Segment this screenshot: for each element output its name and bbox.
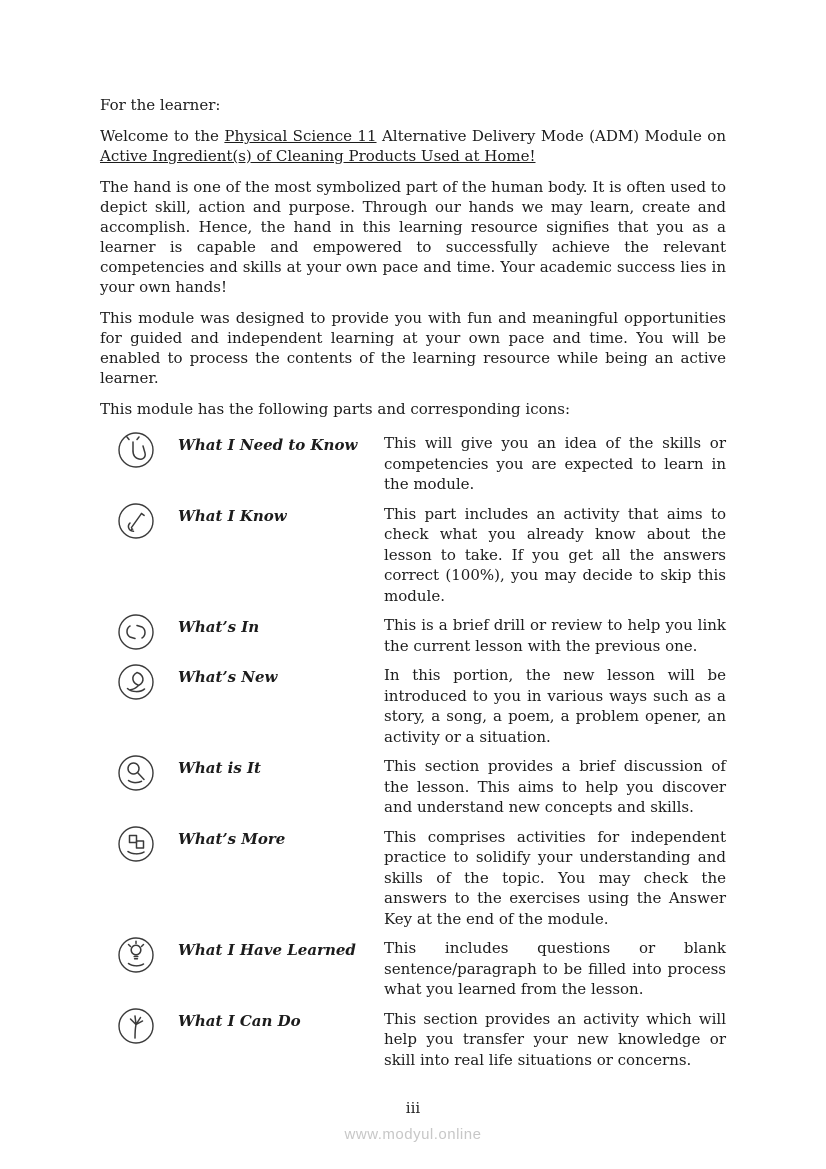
watermark: www.modyul.online: [344, 1126, 482, 1143]
hand-symbolism-paragraph: The hand is one of the most symbolized part of the human body. It is often used to depict skill, action and purpose. Through our hands we may learn, create and accomplish. Hence, the hand in this learning resource signifies that you as a learner is capable and empowered to successfully achieve the relevant competencies and skills at your own pace and time. Your academic success lies in your own hands!: [100, 178, 726, 296]
module-part-description: This part includes an activity that aims to check what you already know about the lesson to take. If you get all the answers correct (100%), you may decide to skip this module.: [384, 504, 726, 605]
module-design-paragraph: This module was designed to provide you with fun and meaningful opportunities for guided and independent learning at your own pace and time. You will be enabled to process the contents of the learning resource while being an active learner.: [100, 309, 726, 387]
module-part-label: What’s More: [178, 829, 286, 848]
subject-title: Physical Science 11: [224, 127, 377, 145]
module-part-label: What’s New: [178, 668, 278, 686]
module-part-description: This is a brief drill or review to help you link the current lesson with the previous one.: [384, 616, 726, 655]
module-part-description: This section provides an activity which will help you transfer your new knowledge or skill into real life situations or concerns.: [384, 1009, 726, 1069]
hand-pointing-icon: [100, 433, 178, 470]
module-part-row: [100, 827, 726, 930]
salutation: For the learner:: [100, 96, 221, 114]
module-part-label: What I Have Learned: [178, 941, 356, 959]
module-part-row: [100, 615, 726, 656]
hand-lightbulb-icon: [100, 938, 178, 975]
module-part-label: What I Can Do: [178, 1011, 301, 1030]
module-part-row: [100, 938, 726, 1000]
hand-reaching-icon: [100, 1009, 178, 1046]
module-part-description: In this portion, the new lesson will be introduced to you in various ways such as a story, a song, a poem, a problem opener, an activity or a situation.: [384, 666, 726, 746]
module-part-row: [100, 756, 726, 818]
module-part-row: [100, 1009, 726, 1071]
module-parts-intro: This module has the following parts and corresponding icons:: [100, 400, 571, 418]
hand-blocks-icon: [100, 827, 178, 864]
module-part-description: This will give you an idea of the skills or competencies you are expected to learn in the module.: [384, 434, 726, 493]
module-part-row: [100, 504, 726, 607]
hand-pencil-icon: [100, 504, 178, 541]
module-part-description: This includes questions or blank sentence/paragraph to be filled into process what you learned from the lesson.: [384, 939, 726, 998]
module-title: Active Ingredient(s) of Cleaning Products Used at Home!: [100, 147, 536, 165]
hands-linking-icon: [100, 615, 178, 652]
welcome-text-pre: Welcome to the: [100, 127, 225, 145]
module-parts-table: [100, 433, 726, 1070]
welcome-text-mid: Alternative Delivery Mode (ADM) Module on: [376, 127, 726, 145]
module-part-row: [100, 665, 726, 747]
module-part-label: What I Know: [178, 506, 287, 525]
module-part-label: What is It: [178, 759, 261, 777]
module-part-label: What’s In: [178, 618, 260, 636]
page-number: iii: [405, 1099, 421, 1117]
hand-leaf-icon: [100, 665, 178, 702]
module-part-row: [100, 433, 726, 495]
module-part-label: What I Need to Know: [178, 436, 358, 454]
welcome-paragraph: [100, 126, 726, 166]
hand-magnifier-icon: [100, 756, 178, 793]
module-part-description: This section provides a brief discussion of the lesson. This aims to help you discover and understand new concepts and skills.: [384, 757, 726, 816]
module-part-description: This comprises activities for independent practice to solidify your understanding and skills of the topic. You may check the answers to the exercises using the Answer Key at the end of the module.: [384, 827, 726, 928]
